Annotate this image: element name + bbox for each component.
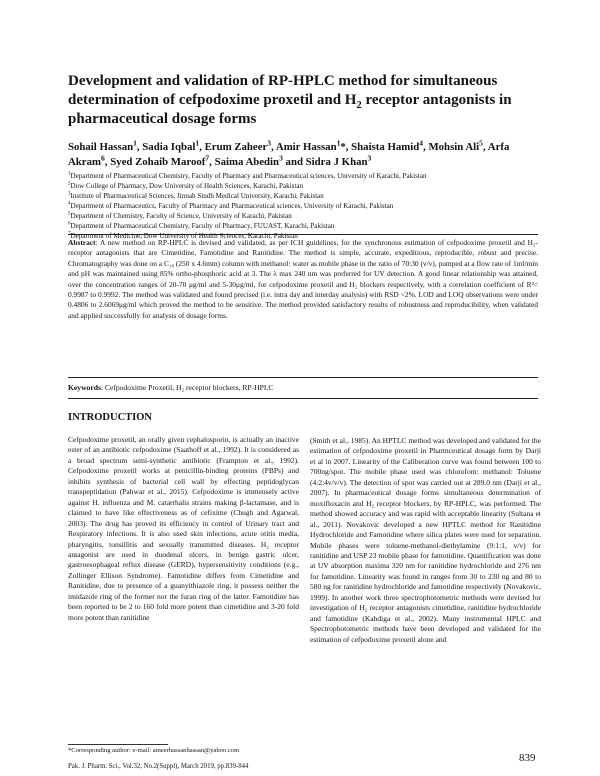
author: Sidra J Khan$^3$ <box>305 153 372 168</box>
keywords <box>68 383 538 393</box>
page-number: 839 <box>519 752 536 764</box>
affiliation: $^3$Institute of Pharmaceutical Sciences, Jinnah Sindh Medical University, Karachi, Pakistan <box>68 191 324 200</box>
author-list <box>68 140 538 170</box>
divider-keywords <box>68 398 538 399</box>
body-column-right: (Smith et al., 1985). An HPTLC method was developed and validated for the estimation of cefpodoxime proxetil in Pharmceutical dosage form by Darji et al in 2007. Linearity of the Caliberation curve was found between 100 to 700ng/spot. The mobile phase used was chlorofom: methanol: Toluene (4:2:4v/v/v). The detection of spot was carried out at 289.0 nm (Darji et al., 2007). In pharmaceutical dosage forms simultaneous determination of moxifloxacin and H₂ receptor blockers, by RP-HPLC, was performed. The method showed accuracy and was rapid with acceptable linearity (Sultana et al., 2011). Novakovic developed a new HPTLC method for Ranitidine Hydrochloride and Famotidine where silica plates were used for separation. Mobile phases were toluene-methanol-diethylamine (9:1:1, v/v) for ranitidine and USP 23 mobile phase for famotidine. Quantification was done at UV absorption maxima 320 nm for ranitidine hydrochloride and 276 nm for famotidine. Linearity was found in ranges from 30 to 230 ng and 80 to 580 ng for ranitidine hydrochloride and famotidine respectively (Novakovic, 1999). In another work three spectrophotometric methods were devised for investigation of H₂ receptor antagonists cimetidine, ranitidine hydrochloride and famotidine (Kahdiga et al., 2002). Many instrumental HPLC and Spectrophotometric methods have been developed and validated for the estimation of cefpodoxime proxetil alone and <box>310 436 541 644</box>
title-subscript: 2 <box>356 100 362 111</box>
abstract <box>68 238 538 321</box>
keywords-label: Keywords <box>68 383 101 392</box>
affiliation: $^6$Department of Pharmaceutical Chemistry, Faculty of Pharmacy, FUUAST, Karachi, Pakistan <box>68 221 335 230</box>
affiliation: $^1$Department of Pharmaceutical Chemistry, Faculty of Pharmacy and Pharmaceutical sciences, University of Karachi, Pakistan <box>68 171 427 180</box>
affiliation: $^2$Dow College of Pharmacy, Dow University of Health Sciences, Karachi, Pakistan <box>68 181 304 190</box>
author: Syed Zohaib Maroof$^7$, <box>110 153 215 168</box>
body-column-left: Cefpodoxime proxetil, an orally given cephalosporin, is actually an inactive ester of an antibiotic cefpodoxime (Saathoff et al., 1992). It is considered as a broad spectrum semi-synthetic antibiotic (Frampton et al., 1992). Cefpodoxime proxetil works at penicillin-binding proteins (PBPs) and inhibits synthesis of bacterial cell wall by effecting peptidoglycan transpeptidation (Pahwar et al., 2015). Cefpodoxime is immensely active against H. influenza and M. catarrhalis strains making β-lactamase, and is claimed to have like effectiveness as of cefixime (Chugh and Agarwal, 2003). The drug has proved its efficiency in control of Urinary tract and Respiratory infections. It is also used skin infections, acute otitis media, pharyngitis, tonsillitis and sexually transmitted diseases. H₂ receptor antagonist are used in duodenal ulcers, in benign gastric ulcer, gastroesophageal reflux disease (GERD), hypersensitivity conditions (e.g., Zollinger Ellison Syndrome). Famotidine differs from Cimetidine and Ranitidine, due to presence of a guanyithiazole ring, it possess neither the imidazole ring of the former nor the furan ring of the latter. Famotidine has been reported to be 2 to 160 fold more potent than cimetidine and 3-20 fold more potent than ranitidine <box>68 435 299 622</box>
author: Sohail Hassan$^1$, <box>68 138 143 153</box>
abstract-label: Abstract <box>68 238 96 247</box>
affiliation: $^7$Department of Medicine, Dow University of Health Sciences, Karachi, Pakistan <box>68 231 298 240</box>
author: Sadia Iqbal$^1$, <box>142 138 205 153</box>
divider-abstract <box>68 377 538 378</box>
author: Amir Hassan$^1$*, <box>275 138 352 153</box>
keywords-text: : Cefpodoxime Proxetil, H₂ receptor blockers, RP-HPLC <box>100 383 274 392</box>
author: Mohsin Ali$^5$, <box>428 138 488 153</box>
divider-top <box>68 234 538 235</box>
author: Erum Zaheer$^3$, <box>204 138 276 153</box>
footnote-divider <box>68 744 168 745</box>
title-text-part1: Development and validation of RP-HPLC method for simultaneous determination of cefpodoxime proxetil and H <box>68 73 498 108</box>
section-heading: INTRODUCTION <box>68 412 153 423</box>
corresponding-author-footnote: *Corresponding author: e-mail: ameerhassanhassan@yahoo.com <box>68 747 240 754</box>
affiliation: $^4$Department of Pharmaceutics, Faculty of Pharmacy and Pharmaceutical sciences, University of Karachi, Pakistan <box>68 201 394 210</box>
abstract-text: : A new method on RP-HPLC is devised and validated, as per ICH guidelines, for the synchronous estimation of cefpodoxime proxetil and H₂-receptor antagonists that are Cimetidine, Famotidine and Ranitidine. The method is simple, accurate, expeditious, reproducible, robust and precise. Chromatography was done on a C₁₈ (250 x 4.6mm) column with methanol: water as mobile phase in the ratio of 70:30 (v/v), pumped at a flow rate of 1ml/min and pH was maintained using 85% ortho-phosphoric acid at 3. The λ max 240 nm was preferred for UV detection. A good linear relationship was attained, over the concentration ranges of 20-70 μg/ml and 5-30μg/ml, for cefpodoxime proxetil and H₂ blockers respectively, with a correlation coefficient of R²= 0.9987 to 0.9992. The method was validated and found precised (i.e. intra day and interday analysis) with RSD <2%. LOD and LOQ observations were under 0.4806 to 2.6069μg/ml which proved the method to be sensitive. The method provided satisfactory results of robustness and reproducibility, when validated and applied successfully for analysis of dosage forms. <box>68 238 538 320</box>
author: Shaista Hamid$^4$, <box>351 138 429 153</box>
journal-citation: Pak. J. Pharm. Sci., Vol.32, No.2(Suppl), March 2019, pp.839-844 <box>68 763 249 770</box>
paper-title <box>68 72 538 129</box>
affiliation-list <box>68 171 538 241</box>
author: Arfa Akram$^6$, <box>68 141 510 168</box>
title-text-part2: receptor antagonists in pharmaceutical dosage forms <box>68 92 512 127</box>
author: Saima Abedin$^3$ and <box>214 153 306 168</box>
affiliation: $^5$Department of Chemistry, Faculty of Science, University of Karachi, Pakistan <box>68 211 292 220</box>
